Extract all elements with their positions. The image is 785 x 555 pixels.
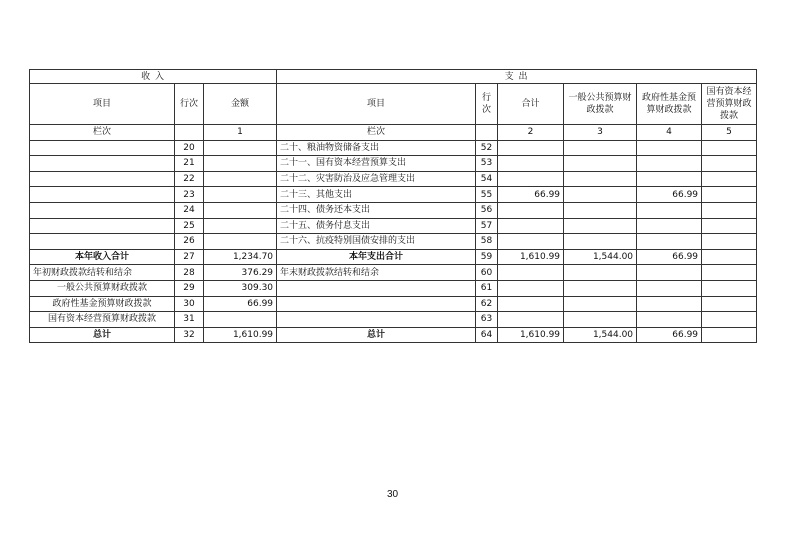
general-budget-cell (564, 202, 637, 218)
table-row (30, 234, 757, 250)
total-cell: 1,610.99 (498, 249, 564, 265)
total-cell (498, 171, 564, 187)
general-budget-cell (564, 296, 637, 312)
colnum-soe: 5 (702, 125, 757, 141)
income-item-cell (30, 218, 175, 234)
income-line-cell: 28 (175, 265, 204, 281)
gov-fund-cell (637, 296, 702, 312)
income-item-cell: 年初财政拨款结转和结余 (30, 265, 175, 281)
income-line-cell: 20 (175, 140, 204, 156)
column-header-row (30, 84, 757, 125)
expense-item-cell: 二十一、国有资本经营预算支出 (277, 156, 476, 172)
colnum-govfund: 4 (637, 125, 702, 141)
general-budget-cell (564, 140, 637, 156)
gov-fund-cell (637, 265, 702, 281)
expense-line-cell: 59 (476, 249, 498, 265)
soe-budget-cell (702, 280, 757, 296)
general-budget-cell: 1,544.00 (564, 327, 637, 343)
expense-item-cell (277, 312, 476, 328)
table-body (30, 140, 757, 343)
header-amount: 金额 (204, 84, 277, 125)
income-item-cell: 一般公共预算财政拨款 (30, 280, 175, 296)
header-expense-item: 项目 (277, 84, 476, 125)
expense-line-cell: 57 (476, 218, 498, 234)
expense-item-cell: 二十五、债务付息支出 (277, 218, 476, 234)
table-row (30, 296, 757, 312)
gov-fund-cell (637, 202, 702, 218)
colnum-expense-line (476, 125, 498, 141)
header-soe-budget: 国有资本经营预算财政拨款 (702, 84, 757, 125)
income-amount-cell (204, 218, 277, 234)
income-line-cell: 31 (175, 312, 204, 328)
table-row (30, 156, 757, 172)
gov-fund-cell: 66.99 (637, 187, 702, 203)
total-cell (498, 265, 564, 281)
table-row (30, 312, 757, 328)
soe-budget-cell (702, 218, 757, 234)
header-gov-fund: 政府性基金预算财政拨款 (637, 84, 702, 125)
expense-item-cell: 总计 (277, 327, 476, 343)
general-budget-cell (564, 265, 637, 281)
table-row (30, 140, 757, 156)
income-line-cell: 25 (175, 218, 204, 234)
expense-line-cell: 61 (476, 280, 498, 296)
income-item-cell (30, 187, 175, 203)
header-total: 合计 (498, 84, 564, 125)
general-budget-cell (564, 171, 637, 187)
expense-item-cell (277, 296, 476, 312)
income-line-cell: 29 (175, 280, 204, 296)
soe-budget-cell (702, 187, 757, 203)
general-budget-cell (564, 218, 637, 234)
general-budget-cell (564, 187, 637, 203)
soe-budget-cell (702, 312, 757, 328)
general-budget-cell (564, 156, 637, 172)
total-cell: 66.99 (498, 187, 564, 203)
table-row (30, 265, 757, 281)
general-budget-cell (564, 234, 637, 250)
income-amount-cell: 376.29 (204, 265, 277, 281)
income-item-cell (30, 202, 175, 218)
column-number-row (30, 125, 757, 141)
expense-line-cell: 54 (476, 171, 498, 187)
income-line-cell: 26 (175, 234, 204, 250)
header-expense-line: 行次 (476, 84, 498, 125)
soe-budget-cell (702, 140, 757, 156)
soe-budget-cell (702, 296, 757, 312)
total-cell (498, 156, 564, 172)
gov-fund-cell (637, 218, 702, 234)
income-amount-cell: 66.99 (204, 296, 277, 312)
income-line-cell: 27 (175, 249, 204, 265)
expense-item-cell (277, 280, 476, 296)
table-row (30, 249, 757, 265)
table-row (30, 327, 757, 343)
gov-fund-cell (637, 234, 702, 250)
total-cell: 1,610.99 (498, 327, 564, 343)
income-amount-cell (204, 234, 277, 250)
total-cell (498, 202, 564, 218)
income-line-cell: 23 (175, 187, 204, 203)
total-cell (498, 218, 564, 234)
expense-section-title: 支 出 (277, 70, 757, 84)
general-budget-cell (564, 312, 637, 328)
income-section-title: 收 入 (30, 70, 277, 84)
expense-line-cell: 53 (476, 156, 498, 172)
income-item-cell (30, 140, 175, 156)
header-general-budget: 一般公共预算财政拨款 (564, 84, 637, 125)
header-income-item: 项目 (30, 84, 175, 125)
income-item-cell (30, 234, 175, 250)
income-item-cell (30, 156, 175, 172)
general-budget-cell: 1,544.00 (564, 249, 637, 265)
income-amount-cell (204, 171, 277, 187)
expense-line-cell: 58 (476, 234, 498, 250)
income-amount-cell (204, 312, 277, 328)
soe-budget-cell (702, 156, 757, 172)
gov-fund-cell (637, 280, 702, 296)
header-income-line: 行次 (175, 84, 204, 125)
table-row (30, 280, 757, 296)
expense-line-cell: 62 (476, 296, 498, 312)
expense-line-cell: 55 (476, 187, 498, 203)
income-item-cell (30, 171, 175, 187)
general-budget-cell (564, 280, 637, 296)
expense-item-cell: 二十四、债务还本支出 (277, 202, 476, 218)
income-item-cell: 政府性基金预算财政拨款 (30, 296, 175, 312)
income-item-cell: 本年收入合计 (30, 249, 175, 265)
total-cell (498, 312, 564, 328)
colnum-amount: 1 (204, 125, 277, 141)
income-line-cell: 24 (175, 202, 204, 218)
expense-item-cell: 二十六、抗疫特别国债安排的支出 (277, 234, 476, 250)
income-amount-cell: 309.30 (204, 280, 277, 296)
total-cell (498, 140, 564, 156)
income-line-cell: 30 (175, 296, 204, 312)
income-line-cell: 22 (175, 171, 204, 187)
income-line-cell: 21 (175, 156, 204, 172)
expense-line-cell: 52 (476, 140, 498, 156)
soe-budget-cell (702, 265, 757, 281)
income-amount-cell (204, 140, 277, 156)
soe-budget-cell (702, 202, 757, 218)
soe-budget-cell (702, 171, 757, 187)
expense-item-cell: 二十、粮油物资储备支出 (277, 140, 476, 156)
gov-fund-cell (637, 312, 702, 328)
expense-item-cell: 年末财政拨款结转和结余 (277, 265, 476, 281)
colnum-income-line (175, 125, 204, 141)
section-header-row (30, 70, 757, 84)
income-item-cell: 国有资本经营预算财政拨款 (30, 312, 175, 328)
gov-fund-cell: 66.99 (637, 249, 702, 265)
expense-line-cell: 64 (476, 327, 498, 343)
table-row (30, 202, 757, 218)
table-row (30, 171, 757, 187)
expense-item-cell: 二十三、其他支出 (277, 187, 476, 203)
total-cell (498, 234, 564, 250)
gov-fund-cell: 66.99 (637, 327, 702, 343)
expense-item-cell: 本年支出合计 (277, 249, 476, 265)
gov-fund-cell (637, 171, 702, 187)
soe-budget-cell (702, 234, 757, 250)
colnum-total: 2 (498, 125, 564, 141)
budget-table (29, 69, 757, 343)
income-item-cell: 总计 (30, 327, 175, 343)
total-cell (498, 280, 564, 296)
income-amount-cell: 1,610.99 (204, 327, 277, 343)
income-amount-cell: 1,234.70 (204, 249, 277, 265)
income-amount-cell (204, 156, 277, 172)
expense-item-cell: 二十二、灾害防治及应急管理支出 (277, 171, 476, 187)
soe-budget-cell (702, 249, 757, 265)
colnum-income-label: 栏次 (30, 125, 175, 141)
gov-fund-cell (637, 140, 702, 156)
expense-line-cell: 60 (476, 265, 498, 281)
expense-line-cell: 63 (476, 312, 498, 328)
colnum-expense-label: 栏次 (277, 125, 476, 141)
income-line-cell: 32 (175, 327, 204, 343)
total-cell (498, 296, 564, 312)
expense-line-cell: 56 (476, 202, 498, 218)
income-amount-cell (204, 202, 277, 218)
soe-budget-cell (702, 327, 757, 343)
gov-fund-cell (637, 156, 702, 172)
table-row (30, 187, 757, 203)
colnum-general: 3 (564, 125, 637, 141)
page-number: 30 (386, 489, 399, 500)
income-amount-cell (204, 187, 277, 203)
table-row (30, 218, 757, 234)
